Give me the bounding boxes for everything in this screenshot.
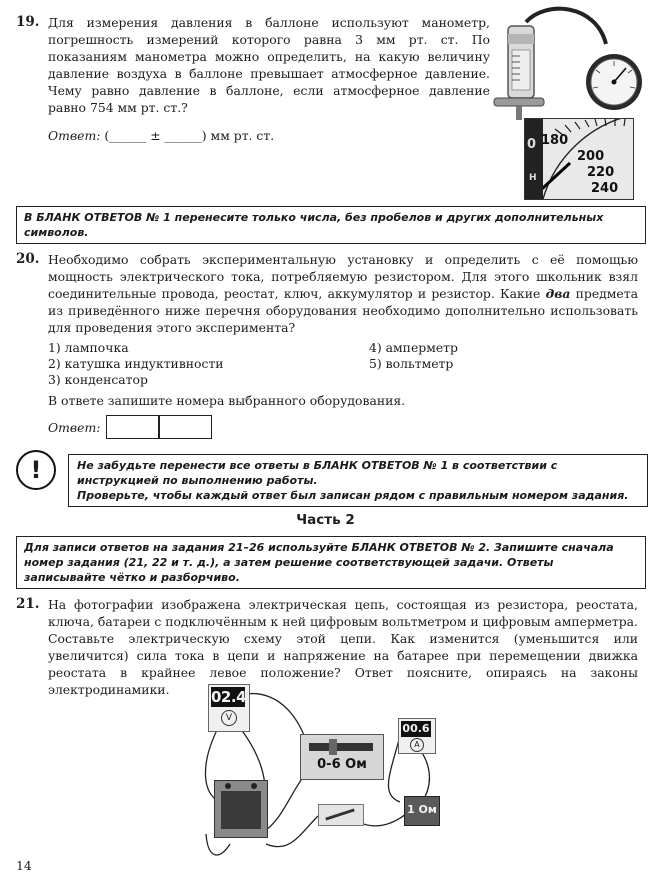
reminder-line-1: Не забудьте перенести все ответы в БЛАНК ОТВЕТОВ № 1 в соответствии с инструкцией по выполнению работы. [77, 459, 558, 487]
question-19-answer [48, 128, 274, 143]
answer-label: Ответ: [48, 128, 101, 143]
option-3: 3) конденсатор [48, 372, 148, 387]
question-19-number: 19. [16, 14, 40, 30]
switch-lever[interactable] [325, 808, 354, 820]
question-20-number: 20. [16, 251, 40, 267]
answer-template: (______ ± ______) мм рт. ст. [104, 128, 275, 143]
part-2-title: Часть 2 [296, 512, 355, 528]
gauge-tick-200: 200 [577, 149, 605, 164]
ammeter-symbol: A [410, 738, 424, 752]
voltmeter-symbol: V [221, 710, 237, 726]
battery [214, 780, 268, 838]
gauge-tick-240: 240 [591, 181, 619, 196]
option-1: 1) лампочка [48, 340, 129, 355]
answer-cell-1[interactable] [106, 415, 160, 439]
answer-cell-2[interactable] [158, 415, 212, 439]
question-20-answer-label [48, 420, 100, 435]
voltmeter [208, 684, 250, 732]
answer-label: Ответ: [48, 420, 101, 435]
resistor [404, 796, 440, 826]
gauge-zero-label: 0 [527, 137, 537, 152]
question-19-text: Для измерения давления в баллоне используют манометр, погрешность измерений которого равна 3 мм рт. ст. По показаниям манометра можно определить, на какую величину давление воздуха в баллоне превышает атмосферное давление. Чему равно давление в баллоне, если атмосферное давление равно 754 мм рт. ст.? [48, 15, 490, 115]
circuit-photo [200, 684, 450, 866]
gauge-unit-letter: H [529, 173, 537, 183]
answer-sheet-1-instruction: В БЛАНК ОТВЕТОВ № 1 перенесите только числа, без пробелов и других дополнительных символов. [16, 206, 646, 244]
option-5: 5) вольтметр [369, 356, 454, 371]
part-2-instruction: Для записи ответов на задания 21–26 используйте БЛАНК ОТВЕТОВ № 2. Запишите сначала номер задания (21, 22 и т. д.), а затем решение соответствующей задачи. Ответы записывайте чётко и разборчиво. [16, 536, 646, 589]
battery-terminal-right [251, 783, 257, 789]
rheostat-slider[interactable] [329, 739, 337, 755]
rheostat [300, 734, 384, 780]
option-4: 4) амперметр [369, 340, 458, 355]
ammeter-display: 00.6 [402, 722, 430, 735]
battery-terminal-left [225, 783, 231, 789]
question-21-text: На фотографии изображена электрическая цепь, состоящая из резистора, реостата, ключа, батареи с подключённым к ней цифровым вольтметром и цифровым амперметра. Составьте электрическую схему этой цепи. Как изменится (уменьшится или увеличится) сила тока в цепи и напряжение на батарее при перемещении движка реостата в крайнее левое положение? Ответ поясните, опираясь на законы электродинамики. [48, 597, 638, 697]
question-20-emphasis: два [545, 286, 571, 301]
switch [318, 804, 364, 826]
rheostat-label: 0-6 Ом [317, 757, 367, 772]
battery-body [221, 791, 261, 829]
voltmeter-display: 02.4 [211, 688, 247, 706]
question-20-text [48, 251, 638, 336]
question-21-number: 21. [16, 596, 40, 612]
gauge-tick-220: 220 [587, 165, 615, 180]
reminder-line-2: Проверьте, чтобы каждый ответ был записан рядом с правильным номером задания. [77, 489, 629, 502]
gauge-tick-180: 180 [541, 133, 569, 148]
question-20-text-before: Необходимо собрать экспериментальную установку и определить с её помощью мощность электрического тока, потребляемую резистором. Для этого школьник взял соединительные провода, реостат, ключ, аккумулятор и резистор. Какие [48, 252, 638, 301]
warning-exclamation-icon: ! [16, 450, 56, 490]
manometer-photo [486, 4, 646, 124]
option-2: 2) катушка индуктивности [48, 356, 224, 371]
transfer-reminder-box [68, 454, 648, 507]
ammeter [398, 718, 436, 754]
rheostat-coil [309, 743, 373, 751]
page-number: 14 [16, 858, 32, 873]
gauge-scale-closeup [524, 118, 634, 200]
question-20-instruction: В ответе запишите номера выбранного оборудования. [48, 393, 406, 408]
question-20-text-after: предмета из приведённого ниже перечня оборудования необходимо дополнительно использовать для проведения этого эксперимента? [48, 286, 638, 335]
resistor-label: 1 Ом [407, 803, 437, 816]
